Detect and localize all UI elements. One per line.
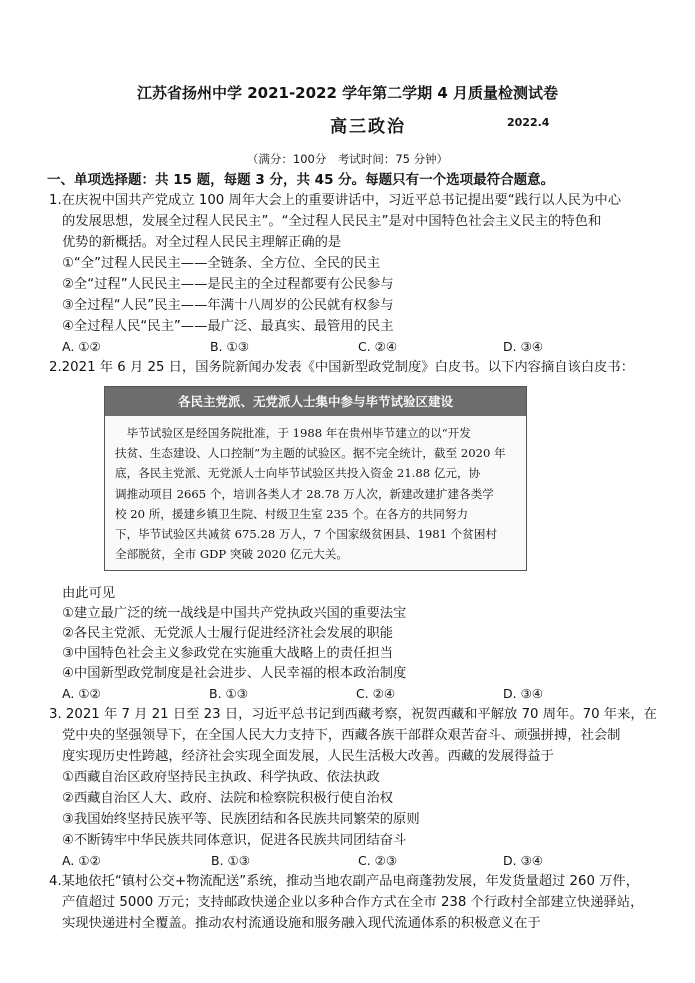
q3-stem-line: 度实现历史性跨越，经济社会实现全面发展，人民生活极大改善。西藏的发展得益于: [62, 749, 554, 764]
q2-lead: 由此可见: [62, 586, 116, 601]
q2-stem: 2.2021 年 6 月 25 日，国务院新闻办发表《中国新型政党制度》白皮书。以下内容摘自该白皮书：: [49, 360, 635, 375]
q3-stem-line: 党中央的坚强领导下，在全国人民大力支持下，西藏各族干部群众艰苦奋斗、顽强拼搏，社会制: [62, 728, 621, 743]
q1-option-a: A. ①②: [62, 339, 101, 354]
excerpt-line: 下，毕节试验区共减贫 675.28 万人，7 个国家级贫困县、1981 个贫困村: [115, 527, 498, 542]
q2-item: ④中国新型政党制度是社会进步、人民幸福的根本政治制度: [62, 666, 407, 681]
q3-option-a: A. ①②: [62, 853, 101, 868]
q3-item: ②西藏自治区人大、政府、法院和检察院积极行使自治权: [62, 791, 394, 806]
q4-stem-line: 4.某地依托“镇村公交+物流配送”系统，推动当地农副产品电商蓬勃发展，年发货量超过 260 万件，: [49, 874, 640, 889]
q1-item: ②全“过程”人民民主——是民主的全过程都要有公民参与: [62, 277, 394, 292]
q4-stem-line: 实现快递进村全覆盖。推动农村流通设施和服务融入现代流通体系的积极意义在于: [62, 916, 541, 931]
q4-stem-line: 产值超过 5000 万元；支持邮政快递企业以多种合作方式在全市 238 个行政村全部建立快递驿站，: [62, 895, 644, 910]
excerpt-line: 校 20 所，援建乡镇卫生院、村级卫生室 235 个。在各方的共同努力: [115, 506, 469, 521]
q1-stem-line: 1.在庆祝中国共产党成立 100 周年大会上的重要讲话中，习近平总书记提出要“践行以人民为中心: [49, 193, 621, 208]
q1-option-b: B. ①③: [210, 339, 249, 354]
q1-option-d: D. ③④: [503, 339, 543, 354]
q2-item: ①建立最广泛的统一战线是中国共产党执政兴国的重要法宝: [62, 606, 407, 621]
q3-item: ③我国始终坚持民族平等、民族团结和各民族共同繁荣的原则: [62, 812, 420, 827]
q3-option-b: B. ①③: [211, 853, 250, 868]
q1-item: ③全过程“人民”民主——年满十八周岁的公民就有权参与: [62, 298, 394, 313]
q1-option-c: C. ②④: [358, 339, 398, 354]
q3-item: ①西藏自治区政府坚持民主执政、科学执政、依法执政: [62, 770, 380, 785]
q2-option-a: A. ①②: [62, 686, 101, 701]
q1-stem-line: 优势的新概括。对全过程人民民主理解正确的是: [62, 235, 342, 250]
section-heading: 一、单项选择题：共 15 题，每题 3 分，共 45 分。每题只有一个选项最符合题意。: [47, 172, 555, 188]
q2-option-c: C. ②④: [356, 686, 396, 701]
excerpt-title: 各民主党派、无党派人士集中参与毕节试验区建设: [105, 387, 526, 416]
q1-item: ①“全”过程人民民主——全链条、全方位、全民的民主: [62, 256, 381, 271]
exam-title: 江苏省扬州中学 2021-2022 学年第二学期 4 月质量检测试卷: [136, 84, 559, 102]
excerpt-line: 毕节试验区是经国务院批准，于 1988 年在贵州毕节建立的以“开发: [115, 426, 471, 440]
q2-item: ③中国特色社会主义参政党在实施重大战略上的责任担当: [62, 646, 394, 661]
excerpt-line: 底，各民主党派、无党派人士向毕节试验区共投入资金 21.88 亿元，协: [115, 466, 481, 481]
q3-stem-line: 3. 2021 年 7 月 21 日至 23 日，习近平总书记到西藏考察，祝贺西藏和平解放 70 周年。70 年来，在: [49, 707, 657, 722]
excerpt-box: [104, 386, 527, 571]
q2-item: ②各民主党派、无党派人士履行促进经济社会发展的职能: [62, 626, 394, 641]
q1-item: ④全过程人民“民主”——最广泛、最真实、最管用的民主: [62, 319, 394, 334]
subject-title: 高三政治: [330, 117, 406, 137]
excerpt-body: [115, 423, 517, 564]
q1-stem-line: 的发展思想，发展全过程人民民主”。“全过程人民民主”是对中国特色社会主义民主的特色和: [62, 214, 602, 229]
q2-option-d: D. ③④: [503, 686, 543, 701]
excerpt-line: 全部脱贫，全市 GDP 突破 2020 亿元大关。: [115, 547, 348, 562]
q3-item: ④不断铸牢中华民族共同体意识，促进各民族共同团结奋斗: [62, 833, 407, 848]
q2-option-b: B. ①③: [209, 686, 248, 701]
exam-meta: （满分：100分 考试时间：75 分钟）: [246, 152, 449, 166]
excerpt-line: 扶贫、生态建设、人口控制”为主题的试验区。据不完全统计，截至 2020 年: [115, 446, 506, 461]
q3-option-c: C. ②③: [358, 853, 398, 868]
exam-date: 2022.4: [507, 116, 550, 129]
q3-option-d: D. ③④: [503, 853, 543, 868]
excerpt-line: 调推动项目 2665 个，培训各类人才 28.78 万人次，新建改建扩建各类学: [115, 486, 494, 501]
